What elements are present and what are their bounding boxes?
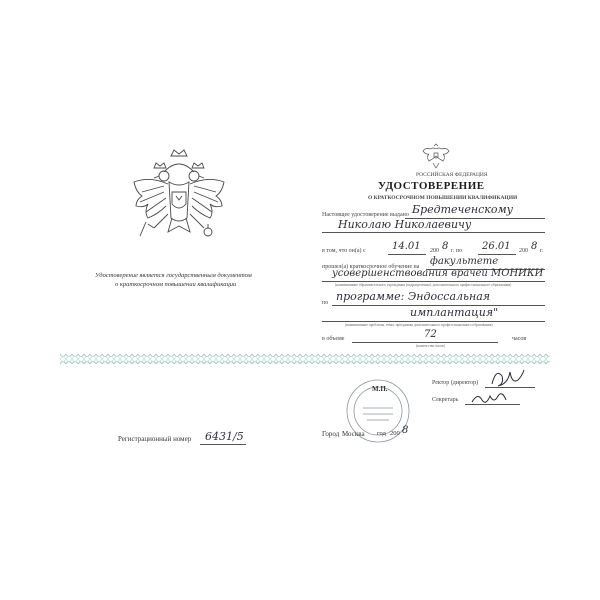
program-line-1: программе: Эндоссальная	[336, 290, 491, 303]
end-day-line	[478, 254, 516, 255]
training-label: прошел(а) краткосрочное обучение на	[322, 264, 420, 270]
rector-label: Ректор (директор)	[432, 380, 479, 386]
start-day-line	[388, 254, 426, 255]
end-year-suffix: г.	[540, 248, 544, 254]
start-year-digit: 8	[442, 241, 449, 252]
recipient-given-names: Николаю Николаевичу	[338, 218, 472, 231]
hours-caption: (количество часов)	[416, 344, 445, 348]
faculty-name-line	[322, 281, 545, 282]
end-day: 26.01	[482, 241, 511, 252]
issued-label: Настоящее удостоверение выдано	[322, 212, 409, 218]
program-line-2-underline	[322, 321, 545, 322]
city-value: Москва	[342, 430, 365, 438]
small-emblem	[422, 143, 450, 169]
hours-unit: часов	[512, 336, 527, 342]
document-note-line-2: о краткосрочном повышении квалификации	[115, 281, 237, 288]
faculty-name: усовершенствования врачей МОНИКИ	[332, 268, 544, 279]
to-label: г. по	[451, 248, 462, 254]
rector-signature	[488, 366, 528, 390]
federation-label: РОССИЙСКАЯ ФЕДЕРАЦИЯ	[416, 172, 488, 178]
document-subtitle: О КРАТКОСРОЧНОМ ПОВЫШЕНИИ КВАЛИФИКАЦИИ	[368, 195, 518, 201]
start-day: 14.01	[392, 241, 421, 252]
registration-number-line	[200, 444, 246, 445]
program-line-2: имплантация"	[410, 306, 499, 319]
faculty-word: факультете	[430, 256, 499, 267]
hours-value: 72	[424, 329, 437, 340]
coat-of-arms-emblem	[124, 146, 234, 252]
recipient-surname: Бредтеченскому	[412, 203, 513, 216]
document-title: УДОСТОВЕРЕНИЕ	[378, 180, 485, 192]
issue-year-digit: 8	[402, 425, 409, 436]
end-year-digit: 8	[531, 241, 538, 252]
secretary-signature	[470, 390, 510, 408]
registration-label: Регистрационный номер	[118, 435, 192, 443]
decorative-binding-band	[60, 352, 550, 366]
year-label: год	[377, 430, 386, 437]
issue-year-prefix: 200	[390, 430, 400, 437]
period-prefix: в том, что он(а) с	[322, 248, 366, 254]
end-year-prefix: 200	[519, 248, 528, 254]
program-caption: (наименование проблемы, темы, программы дополнительного профессионального образования)	[345, 323, 493, 327]
document-note-line-1: Удостоверение является государственным документом	[95, 272, 252, 279]
secretary-label: Секретарь	[432, 397, 459, 403]
faculty-caption: (наименование образовательного учреждения (подразделения), дополнительного профессионального образования)	[335, 283, 512, 287]
volume-label: в объеме	[322, 336, 345, 342]
program-label: по	[322, 300, 329, 306]
start-year-prefix: 200	[430, 248, 439, 254]
recipient-given-names-line	[322, 232, 545, 233]
stamp-mp-label: М.П.	[372, 385, 388, 393]
city-label: Город	[322, 430, 340, 438]
registration-number: 6431/5	[205, 430, 244, 443]
hours-line	[352, 342, 498, 343]
